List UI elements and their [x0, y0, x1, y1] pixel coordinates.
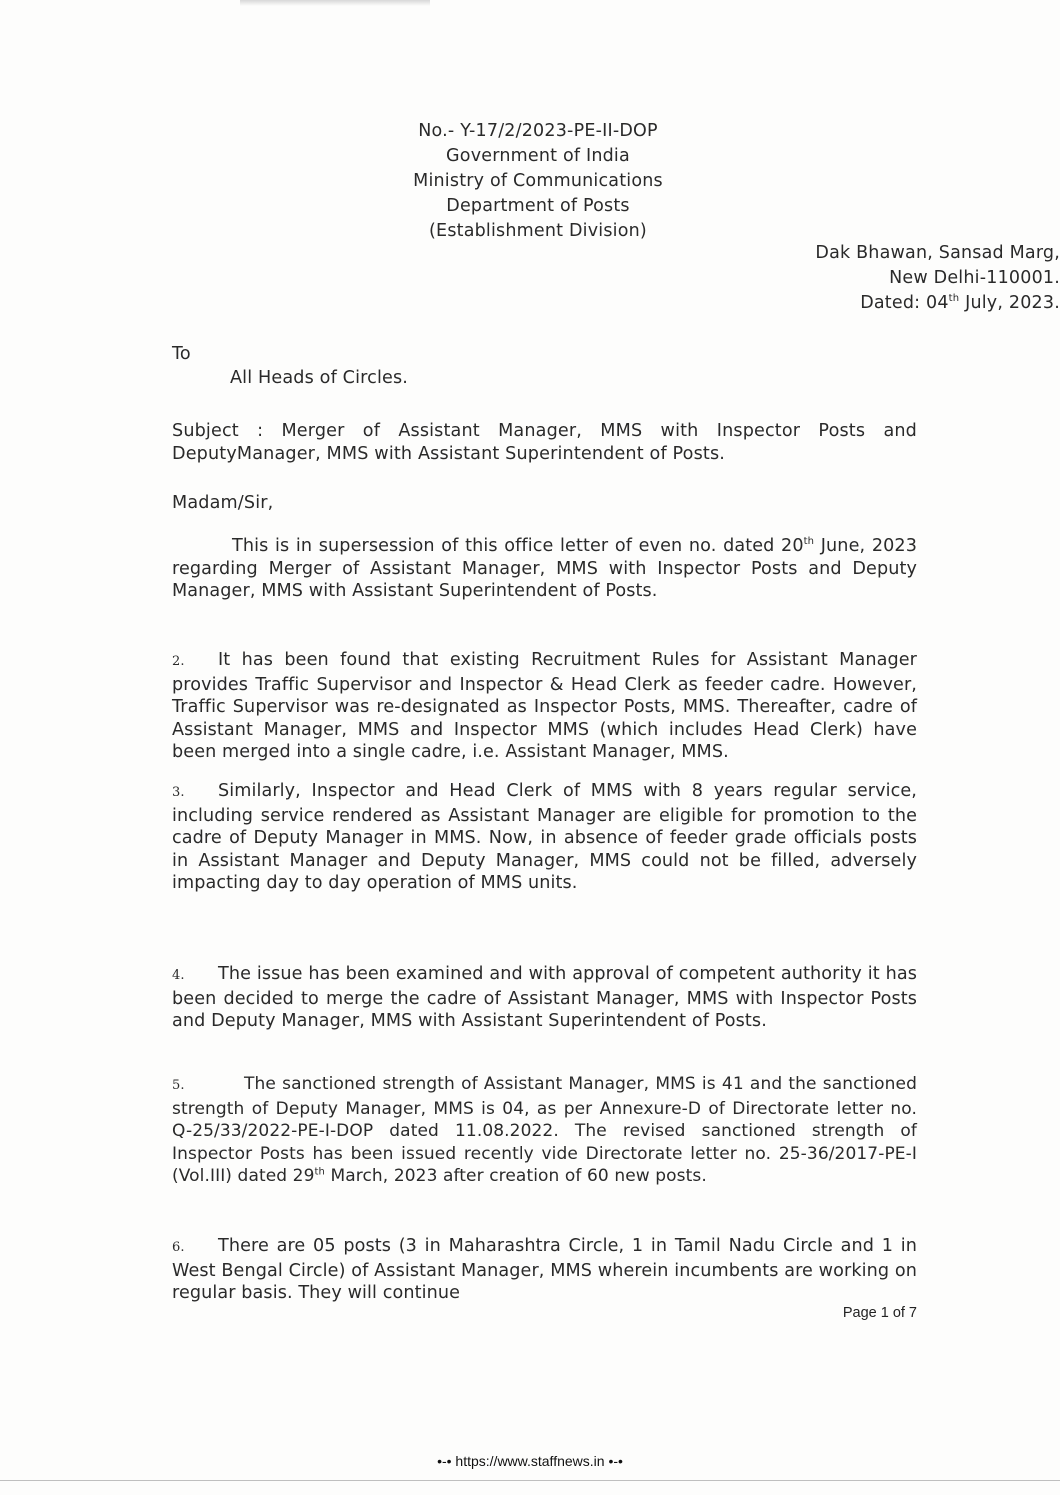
paragraph-number: 2.: [172, 654, 185, 669]
address-line-1: Dak Bhawan, Sansad Marg,: [815, 243, 1060, 263]
file-number: No.- Y-17/2/2023-PE-II-DOP: [418, 121, 658, 141]
paragraph-4: 4. The issue has been examined and with approval of competent authority it has been decided to merge the cadre of Assistant Manager, MMS with Inspector Posts and Deputy Manager, MMS with Assistant Superintendent of Posts.: [172, 964, 917, 1032]
addressee: All Heads of Circles.: [230, 368, 409, 388]
bottom-divider: [0, 1480, 1060, 1481]
subject-line: Subject : Merger of Assistant Manager, MMS with Inspector Posts and DeputyManager, MMS with Assistant Superintendent of Posts.: [172, 421, 917, 464]
government-name: Government of India: [446, 146, 630, 166]
paragraph-6: 6. There are 05 posts (3 in Maharashtra Circle, 1 in Tamil Nadu Circle and 1 in West Bengal Circle) of Assistant Manager, MMS wherein incumbents are working on regular basis. They will continue: [172, 1236, 917, 1304]
department-name: Department of Posts: [446, 196, 630, 216]
ministry-name: Ministry of Communications: [413, 171, 663, 191]
salutation: Madam/Sir,: [172, 493, 274, 513]
letter-date: Dated: 04th July, 2023.: [860, 293, 1060, 313]
paragraph-number: 6.: [172, 1240, 185, 1255]
letter-heading: [388, 119, 688, 244]
sender-address: [0, 241, 1060, 316]
scan-artifact: [240, 0, 430, 6]
division-name: (Establishment Division): [429, 221, 647, 241]
paragraph-1: This is in supersession of this office letter of even no. dated 20th June, 2023 regarding Merger of Assistant Manager, MMS with Inspector Posts and Deputy Manager, MMS with Assistant Superintendent of Posts.: [172, 536, 918, 602]
paragraph-number: 4.: [172, 968, 185, 983]
to-label: To: [172, 344, 191, 364]
paragraph-2: 2. It has been found that existing Recruitment Rules for Assistant Manager provides Traffic Supervisor and Inspector & Head Clerk as feeder cadre. However, Traffic Supervisor was re-designated as Inspector Posts, MMS. Thereafter, cadre of Assistant Manager, MMS and Inspector MMS (which includes Head Clerk) have been merged into a single cadre, i.e. Assistant Manager, MMS.: [172, 650, 917, 763]
page-number: Page 1 of 7: [842, 1305, 917, 1321]
address-line-2: New Delhi-110001.: [889, 268, 1060, 288]
paragraph-number: 5.: [172, 1078, 185, 1093]
paragraph-5: 5. The sanctioned strength of Assistant Manager, MMS is 41 and the sanctioned strength of Deputy Manager, MMS is 04, as per Annexure-D of Directorate letter no. Q-25/33/2022-PE-I-DOP dated 11.08.2022. The revised sanctioned strength of Inspector Posts has been issued recently vide Directorate letter no. 25-36/2017-PE-I (Vol.III) dated 29th March, 2023 after creation of 60 new posts.: [172, 1074, 917, 1187]
paragraph-3: 3. Similarly, Inspector and Head Clerk of MMS with 8 years regular service, including service rendered as Assistant Manager are eligible for promotion to the cadre of Deputy Manager in MMS. Now, in absence of feeder grade officials posts in Assistant Manager and Deputy Manager, MMS could not be filled, adversely impacting day to day operation of MMS units.: [172, 781, 917, 894]
footer-watermark: •-• https://www.staffnews.in •-•: [437, 1453, 623, 1469]
paragraph-number: 3.: [172, 785, 185, 800]
